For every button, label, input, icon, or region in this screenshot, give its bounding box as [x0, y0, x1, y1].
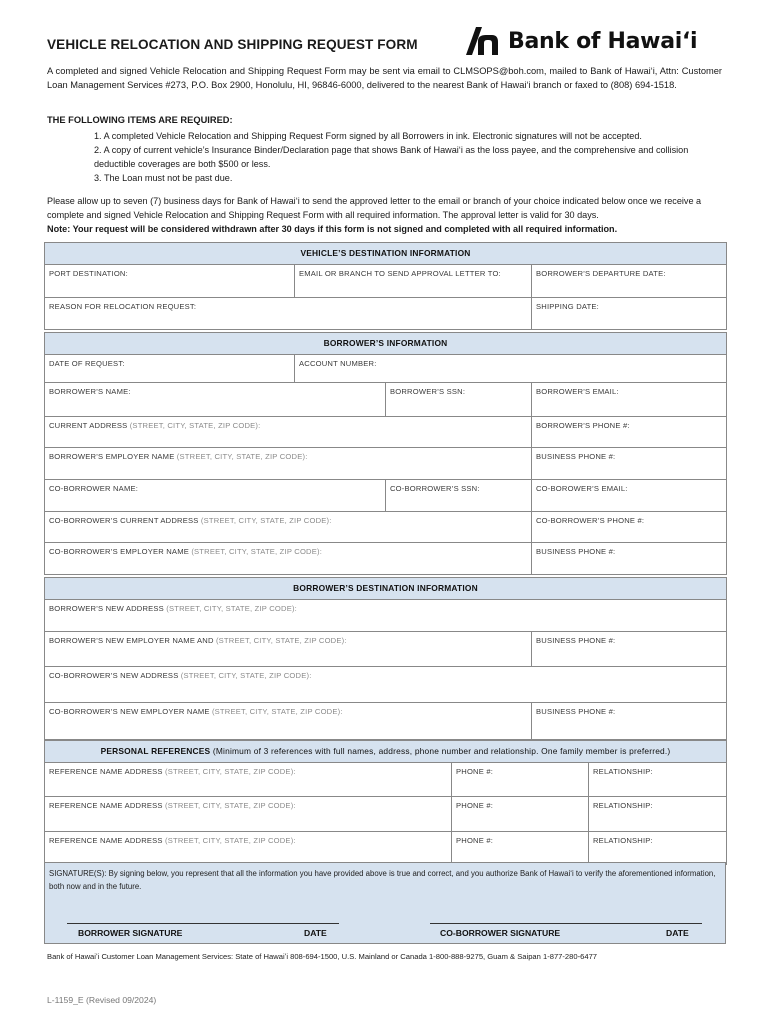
borrower-name-label: BORROWER’S NAME:: [49, 387, 131, 396]
reference-phone-field[interactable]: [452, 763, 589, 797]
co-borrower-ssn-field[interactable]: [386, 480, 532, 512]
co-borrower-name-label: CO-BORROWER NAME:: [49, 484, 139, 493]
current-address-hint: (STREET, CITY, STATE, ZIP CODE):: [129, 421, 261, 430]
borrower-ssn-label: BORROWER’S SSN:: [390, 387, 466, 396]
borrower-date-label: DATE: [304, 928, 327, 938]
co-borrower-ssn-label: CO-BORROWER’S SSN:: [390, 484, 480, 493]
co-new-employer-label: CO-BORROWER’S NEW EMPLOYER NAME: [49, 707, 210, 716]
co-borrower-address-label: CO-BORROWER’S CURRENT ADDRESS: [49, 516, 199, 525]
reference-name-hint: (STREET, CITY, STATE, ZIP CODE):: [165, 767, 296, 776]
notice-block: [47, 194, 727, 236]
employer-name-label: BORROWER’S EMPLOYER NAME: [49, 452, 175, 461]
co-business-phone-label: BUSINESS PHONE #:: [536, 547, 616, 556]
form-number: L-1159_E (Revised 09/2024): [47, 995, 157, 1005]
co-new-address-label: CO-BORROWER’S NEW ADDRESS: [49, 671, 179, 680]
borrower-destination-section: [44, 577, 727, 740]
signature-disclaimer: SIGNATURE(S): By signing below, you represent that all the information you have provided above is true and correct, and you authorize Bank of Hawaiʻi to verify the aforementioned information, both now and in the future.: [49, 869, 716, 891]
new-address-label: BORROWER’S NEW ADDRESS: [49, 604, 164, 613]
reference-name-field[interactable]: [45, 763, 452, 797]
borrower-signature-line[interactable]: [67, 923, 339, 924]
reference-relationship-label: RELATIONSHIP:: [593, 836, 653, 845]
port-destination-label: PORT DESTINATION:: [49, 269, 128, 278]
bank-logo: [462, 24, 697, 58]
co-borrower-address-hint: (STREET, CITY, STATE, ZIP CODE):: [200, 516, 332, 525]
co-borrower-signature-label: CO-BORROWER SIGNATURE: [440, 928, 561, 938]
reference-phone-label: PHONE #:: [456, 801, 494, 810]
requirement-item: 1. A completed Vehicle Relocation and Shipping Request Form signed by all Borrowers in ink. Electronic signatures will not be accepted.: [94, 131, 642, 141]
borrower-phone-field[interactable]: [532, 417, 727, 448]
new-business-phone-label: BUSINESS PHONE #:: [536, 636, 616, 645]
employer-name-hint: (STREET, CITY, STATE, ZIP CODE):: [176, 452, 308, 461]
reference-phone-field[interactable]: [452, 832, 589, 865]
reference-phone-label: PHONE #:: [456, 767, 494, 776]
footer-contact: Bank of Hawaiʻi Customer Loan Management Services: State of Hawaiʻi 808-694-1500, U.S. Mainland or Canada 1-800-888-9275, Guam & Saipan 1-877-280-6477: [47, 952, 598, 961]
new-address-field[interactable]: [45, 600, 727, 632]
co-new-business-phone-field[interactable]: [532, 703, 727, 740]
shipping-date-field[interactable]: [532, 298, 727, 330]
co-borrower-phone-field[interactable]: [532, 512, 727, 543]
vehicle-section-heading: VEHICLE’S DESTINATION INFORMATION: [45, 243, 727, 265]
departure-date-field[interactable]: [532, 265, 727, 298]
account-number-label: ACCOUNT NUMBER:: [299, 359, 377, 368]
reference-phone-field[interactable]: [452, 797, 589, 832]
co-new-employer-field[interactable]: [45, 703, 532, 740]
co-borrower-employer-hint: (STREET, CITY, STATE, ZIP CODE):: [191, 547, 323, 556]
borrower-phone-label: BORROWER’S PHONE #:: [536, 421, 630, 430]
reference-relationship-field[interactable]: [589, 832, 727, 865]
co-borrower-name-field[interactable]: [45, 480, 386, 512]
notice-text: Please allow up to seven (7) business days for Bank of Hawaiʻi to send the approved letter to the email or branch of your choice indicated below once we receive a complete and signed Vehicle Relocation and Shipping Request Form with all required information. The approval letter is valid for 30 days.: [47, 196, 702, 220]
shipping-date-label: SHIPPING DATE:: [536, 302, 599, 311]
borrower-signature-label: BORROWER SIGNATURE: [78, 928, 183, 938]
form-title: VEHICLE RELOCATION AND SHIPPING REQUEST FORM: [47, 37, 418, 52]
requirements-list: [94, 129, 714, 185]
co-new-employer-hint: (STREET, CITY, STATE, ZIP CODE):: [211, 707, 343, 716]
references-heading-note: (Minimum of 3 references with full names, address, phone number and relationship. One family member is preferred.): [212, 746, 671, 756]
requirements-title: THE FOLLOWING ITEMS ARE REQUIRED:: [47, 115, 233, 125]
co-borrower-employer-label: CO-BORROWER’S EMPLOYER NAME: [49, 547, 189, 556]
co-borrower-date-label: DATE: [666, 928, 689, 938]
requirement-item: 2. A copy of current vehicle’s Insurance Binder/Declaration page that shows Bank of Hawaiʻi as the loss payee, and the comprehensive and collision deductible coverages are both $500 or less.: [94, 145, 689, 169]
intro-paragraph: A completed and signed Vehicle Relocation and Shipping Request Form may be sent via email to CLMSOPS@boh.com, mailed to Bank of Hawaiʻi, Attn: Customer Loan Management Services #273, P.O. Box 2900, Honolulu, HI, 96846-6000, delivered to the nearest Bank of Hawaiʻi branch or faxed to (808) 694-1518.: [47, 66, 722, 90]
co-new-address-hint: (STREET, CITY, STATE, ZIP CODE):: [180, 671, 312, 680]
departure-date-label: BORROWER’S DEPARTURE DATE:: [536, 269, 666, 278]
borrower-ssn-field[interactable]: [386, 383, 532, 417]
co-borrower-employer-field[interactable]: [45, 543, 532, 575]
borrower-section-heading: BORROWER’S INFORMATION: [45, 333, 727, 355]
references-heading: [45, 741, 727, 763]
new-employer-label: BORROWER’S NEW EMPLOYER NAME AND: [49, 636, 214, 645]
email-branch-field[interactable]: [295, 265, 532, 298]
references-heading-bold: PERSONAL REFERENCES: [100, 746, 211, 756]
new-business-phone-field[interactable]: [532, 632, 727, 667]
email-branch-label: EMAIL OR BRANCH TO SEND APPROVAL LETTER TO:: [299, 269, 501, 278]
reason-field[interactable]: [45, 298, 532, 330]
business-phone-field[interactable]: [532, 448, 727, 480]
current-address-field[interactable]: [45, 417, 532, 448]
date-of-request-field[interactable]: [45, 355, 295, 383]
personal-references-section: [44, 740, 727, 865]
reference-name-label: REFERENCE NAME ADDRESS: [49, 767, 163, 776]
date-of-request-label: DATE OF REQUEST:: [49, 359, 125, 368]
reference-name-hint: (STREET, CITY, STATE, ZIP CODE):: [165, 801, 296, 810]
co-business-phone-field[interactable]: [532, 543, 727, 575]
account-number-field[interactable]: [295, 355, 727, 383]
vehicle-destination-section: [44, 242, 727, 330]
destination-section-heading: BORROWER’S DESTINATION INFORMATION: [45, 578, 727, 600]
co-borrower-phone-label: CO-BORROWER’S PHONE #:: [536, 516, 645, 525]
current-address-label: CURRENT ADDRESS: [49, 421, 128, 430]
notice-note: Note: Your request will be considered withdrawn after 30 days if this form is not signed and completed with all required information.: [47, 224, 618, 234]
reference-name-field[interactable]: [45, 832, 452, 865]
new-address-hint: (STREET, CITY, STATE, ZIP CODE):: [166, 604, 297, 613]
business-phone-label: BUSINESS PHONE #:: [536, 452, 616, 461]
co-borrower-email-field[interactable]: [532, 480, 727, 512]
port-destination-field[interactable]: [45, 265, 295, 298]
employer-name-field[interactable]: [45, 448, 532, 480]
reference-name-label: REFERENCE NAME ADDRESS: [49, 801, 163, 810]
co-borrower-address-field[interactable]: [45, 512, 532, 543]
co-borrower-email-label: CO-BOROWER’S EMAIL:: [536, 484, 628, 493]
co-new-address-field[interactable]: [45, 667, 727, 703]
reference-relationship-field[interactable]: [589, 797, 727, 832]
borrower-email-label: BORROWER’S EMAIL:: [536, 387, 619, 396]
reference-name-hint: (STREET, CITY, STATE, ZIP CODE):: [165, 836, 296, 845]
co-new-business-phone-label: BUSINESS PHONE #:: [536, 707, 616, 716]
boh-rainbow-logo-icon: [462, 25, 502, 57]
borrower-information-section: [44, 332, 727, 575]
co-borrower-signature-line[interactable]: [430, 923, 702, 924]
reference-phone-label: PHONE #:: [456, 836, 494, 845]
borrower-name-field[interactable]: [45, 383, 386, 417]
borrower-email-field[interactable]: [532, 383, 727, 417]
new-employer-field[interactable]: [45, 632, 532, 667]
reference-relationship-label: RELATIONSHIP:: [593, 801, 653, 810]
new-employer-hint: (STREET, CITY, STATE, ZIP CODE):: [215, 636, 347, 645]
reason-label: REASON FOR RELOCATION REQUEST:: [49, 302, 197, 311]
bank-name: Bank of Hawaiʻi: [508, 28, 698, 54]
reference-relationship-label: RELATIONSHIP:: [593, 767, 653, 776]
reference-name-field[interactable]: [45, 797, 452, 832]
requirement-item: 3. The Loan must not be past due.: [94, 173, 233, 183]
reference-relationship-field[interactable]: [589, 763, 727, 797]
reference-name-label: REFERENCE NAME ADDRESS: [49, 836, 163, 845]
